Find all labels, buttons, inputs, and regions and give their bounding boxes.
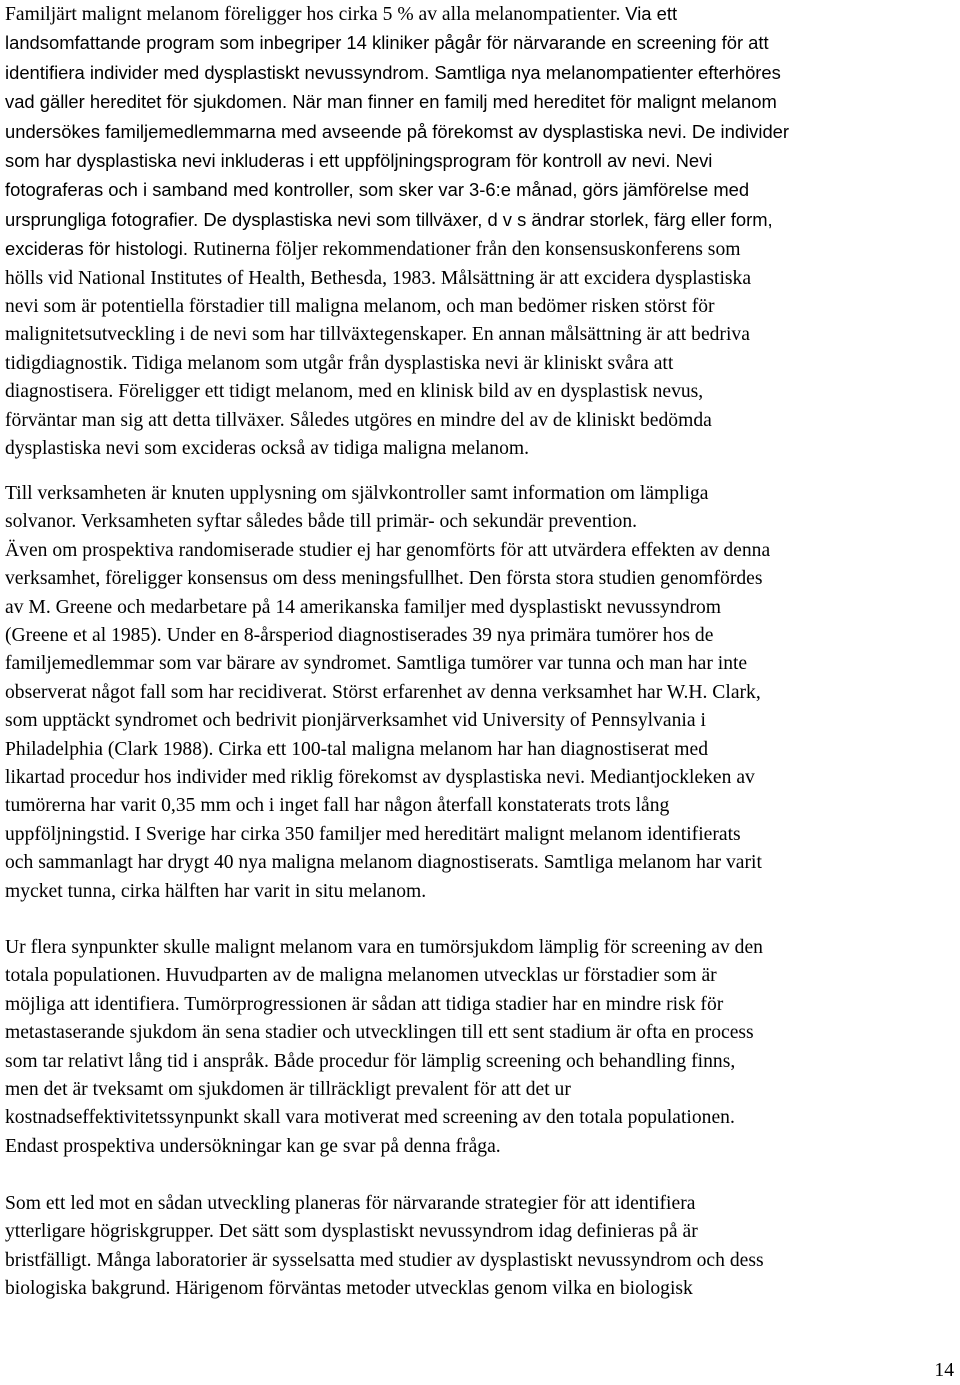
text-run: Familjärt malignt melanom föreligger hos cirka 5 % av alla melanompatienter. xyxy=(5,4,626,25)
text-line xyxy=(5,176,789,205)
text-run: fotograferas och i samband med kontroller, som sker var 3-6:e månad, görs jämförelse med xyxy=(5,179,750,201)
text-run: som tar relativt lång tid i anspråk. xyxy=(5,1050,274,1072)
text-line xyxy=(5,206,789,235)
text-run: möjliga att identifiera. xyxy=(5,993,185,1015)
text-run: Nevi xyxy=(675,150,713,172)
text-run: observerat något fall som har recidiverat. xyxy=(5,681,332,703)
text-line xyxy=(5,321,789,349)
text-run: ursprungliga fotografier. xyxy=(5,208,204,230)
text-run: tumörerna har varit 0,35 mm och i inget fall har någon återfall konstaterats trots lång xyxy=(5,795,670,817)
text-line xyxy=(5,118,789,147)
text-run: Samtliga nya melanompatienter efterhöres xyxy=(434,61,781,83)
text-run: undersökes familjemedlemmarna med avseende på förekomst av dysplastiska nevi. xyxy=(5,120,692,142)
text-run: Tumörprogressionen är sådan att tidiga stadier har en mindre risk för xyxy=(184,993,724,1015)
text-line xyxy=(5,350,789,378)
text-run: Under en 8-årsperiod diagnostiserades 39 nya primära tumörer hos de xyxy=(166,625,714,647)
text-line xyxy=(5,594,770,622)
text-run: totala populationen. xyxy=(5,965,166,987)
text-run: Verksamheten syftar således både till primär- och sekundär prevention. xyxy=(80,511,638,533)
text-run: vad gäller hereditet för sjukdomen. xyxy=(5,91,293,113)
text-run: och sammanlagt har drygt 40 nya maligna melanom diagnostiserats. xyxy=(5,852,544,874)
text-run: likartad procedur hos individer med riklig förekomst av dysplastiska nevi. xyxy=(5,767,590,789)
text-run: kostnadseffektivitetssynpunkt skall vara motiverat med screening av den totala populationen. xyxy=(5,1107,735,1129)
text-run: förväntar man sig att detta tillväxer. xyxy=(5,409,290,431)
text-run: biologiska bakgrund. xyxy=(5,1278,176,1300)
text-line xyxy=(5,962,763,990)
text-line xyxy=(5,622,770,650)
text-run: Greene och medarbetare på 14 amerikanska familjer med dysplastiskt nevussyndrom xyxy=(55,596,722,618)
paragraph-population-screening xyxy=(5,934,763,1161)
text-line xyxy=(5,764,770,792)
text-run: diagnostisera. xyxy=(5,381,119,403)
text-line xyxy=(5,265,789,293)
text-run: Som ett led mot en sådan utveckling planeras för närvarande strategier för att identifiera xyxy=(5,1193,696,1214)
text-run: som har dysplastiska nevi inkluderas i ett uppföljningsprogram för kontroll av nevi. xyxy=(5,150,676,172)
text-line xyxy=(5,1104,763,1132)
text-run: Således utgöres en mindre del av de kliniskt bedömda xyxy=(289,409,712,431)
text-run: familjemedlemmar som var bärare av syndromet. xyxy=(5,653,397,675)
text-line xyxy=(5,235,789,264)
text-line xyxy=(5,1218,764,1246)
text-run: Rutinerna följer rekommendationer från den konsensuskonferens som xyxy=(193,239,741,261)
text-run: En annan målsättning är att bedriva xyxy=(471,324,750,346)
text-line xyxy=(5,0,789,29)
text-run: dysplastiska nevi som excideras också av tidiga maligna melanom. xyxy=(5,438,529,460)
text-line xyxy=(5,934,763,962)
text-run: I Sverige har cirka 350 familjer med hereditärt malignt melanom identifierats xyxy=(134,823,741,845)
text-run: När man finner en familj med hereditet för malignt melanom xyxy=(292,91,777,113)
paragraph-familial-melanoma-screening xyxy=(5,0,789,464)
text-line xyxy=(5,537,770,565)
text-line xyxy=(5,679,770,707)
text-run: som upptäckt syndromet och bedrivit pionjärverksamhet vid University of Pennsylvania i xyxy=(5,710,706,732)
text-line xyxy=(5,59,789,88)
text-run: Den första stora studien genomfördes xyxy=(468,568,763,590)
text-run: ytterligare högriskgrupper. xyxy=(5,1221,219,1243)
paragraph-high-risk-groups xyxy=(5,1190,764,1304)
text-run: De dysplastiska nevi som tillväxer, d v s ändrar storlek, färg eller form, xyxy=(203,208,773,230)
text-run: De individer xyxy=(691,120,790,142)
text-run: Ur flera synpunkter skulle malignt melanom vara en tumörsjukdom lämplig för screening av den xyxy=(5,937,763,958)
text-line xyxy=(5,1048,763,1076)
text-run: Endast prospektiva undersökningar kan ge svar på denna fråga. xyxy=(5,1135,501,1157)
paragraph-self-examination-information xyxy=(5,480,770,906)
text-line xyxy=(5,707,770,735)
text-line xyxy=(5,792,770,820)
text-run: solvanor. xyxy=(5,511,81,533)
text-line xyxy=(5,508,770,536)
text-run: Målsättning är att excidera dysplastiska xyxy=(440,267,752,289)
text-line xyxy=(5,1019,763,1047)
text-run: Både procedur för lämplig screening och behandling finns, xyxy=(273,1050,736,1072)
text-line xyxy=(5,565,770,593)
text-line xyxy=(5,407,789,435)
text-line xyxy=(5,29,789,58)
text-run: excideras för histologi. xyxy=(5,238,194,260)
text-run: Många laboratorier är sysselsatta med studier av dysplastiskt nevussyndrom och dess xyxy=(96,1249,764,1271)
text-run: landsomfattande program som inbegriper 14 kliniker pågår för närvarande en screening för att xyxy=(5,32,769,54)
text-run: tidigdiagnostik. xyxy=(5,352,133,374)
text-run: bristfälligt. xyxy=(5,1249,97,1271)
text-run: verksamhet, föreligger konsensus om dess meningsfullhet. xyxy=(5,568,469,590)
text-run: metastaserande sjukdom än sena stadier och utvecklingen till ett sent stadium är ofta en process xyxy=(5,1022,754,1044)
text-line xyxy=(5,650,770,678)
text-run: Härigenom förväntas metoder utvecklas genom vilka en biologisk xyxy=(175,1278,693,1300)
text-run: men det är tveksamt om sjukdomen är tillräckligt prevalent för att det ur xyxy=(5,1079,571,1101)
text-run: identifiera individer med dysplastiskt nevussyndrom. xyxy=(5,61,435,83)
text-line xyxy=(5,480,770,508)
text-line xyxy=(5,849,770,877)
page-number: 14 xyxy=(934,1360,954,1381)
text-run: Samtliga tumörer var tunna och man har inte xyxy=(396,653,748,675)
text-line xyxy=(5,1133,763,1161)
text-line xyxy=(5,991,763,1019)
text-run: Till verksamheten är knuten upplysning om självkontroller samt information om lämpliga xyxy=(5,483,709,504)
text-line xyxy=(5,1076,763,1104)
text-line xyxy=(5,878,770,906)
text-line xyxy=(5,1275,764,1303)
text-run: Även om prospektiva randomiserade studier ej har genomförts för att utvärdera effekten av denna xyxy=(5,539,771,561)
text-line xyxy=(5,1247,764,1275)
text-run: Huvudparten av de maligna melanomen utvecklas ur förstadier som är xyxy=(165,965,717,987)
text-run: Mediantjockleken av xyxy=(589,767,755,789)
text-run: Via ett xyxy=(625,3,678,24)
text-line xyxy=(5,1190,764,1218)
text-run: av M. xyxy=(5,596,56,618)
text-run: Cirka ett 100-tal maligna melanom har han diagnostiserat med xyxy=(218,738,709,760)
text-line xyxy=(5,821,770,849)
text-run: malignitetsutveckling i de nevi som har tillväxtegenskaper. xyxy=(5,324,472,346)
text-line xyxy=(5,736,770,764)
text-run: nevi som är potentiella förstadier till maligna melanom, och man bedömer risken störst för xyxy=(5,296,715,318)
text-run: (Greene et al 1985). xyxy=(5,625,167,647)
text-run: Tidiga melanom som utgår från dysplastiska nevi är kliniskt svåra att xyxy=(132,352,674,374)
text-run: uppföljningstid. xyxy=(5,823,135,845)
text-run: mycket tunna, cirka hälften har varit in situ melanom. xyxy=(5,880,427,902)
text-line xyxy=(5,147,789,176)
text-run: Störst erfarenhet av denna verksamhet har W.H. Clark, xyxy=(331,681,761,703)
text-run: Föreligger ett tidigt melanom, med en klinisk bild av en dysplastisk nevus, xyxy=(118,381,704,403)
text-run: Det sätt som dysplastiskt nevussyndrom idag definieras på är xyxy=(218,1221,698,1243)
text-run: Samtliga melanom har varit xyxy=(543,852,762,874)
text-line xyxy=(5,88,789,117)
text-run: Philadelphia (Clark 1988). xyxy=(5,738,219,760)
text-line xyxy=(5,378,789,406)
text-line xyxy=(5,435,789,463)
text-run: hölls vid National Institutes of Health, Bethesda, 1983. xyxy=(5,267,441,289)
text-line xyxy=(5,293,789,321)
